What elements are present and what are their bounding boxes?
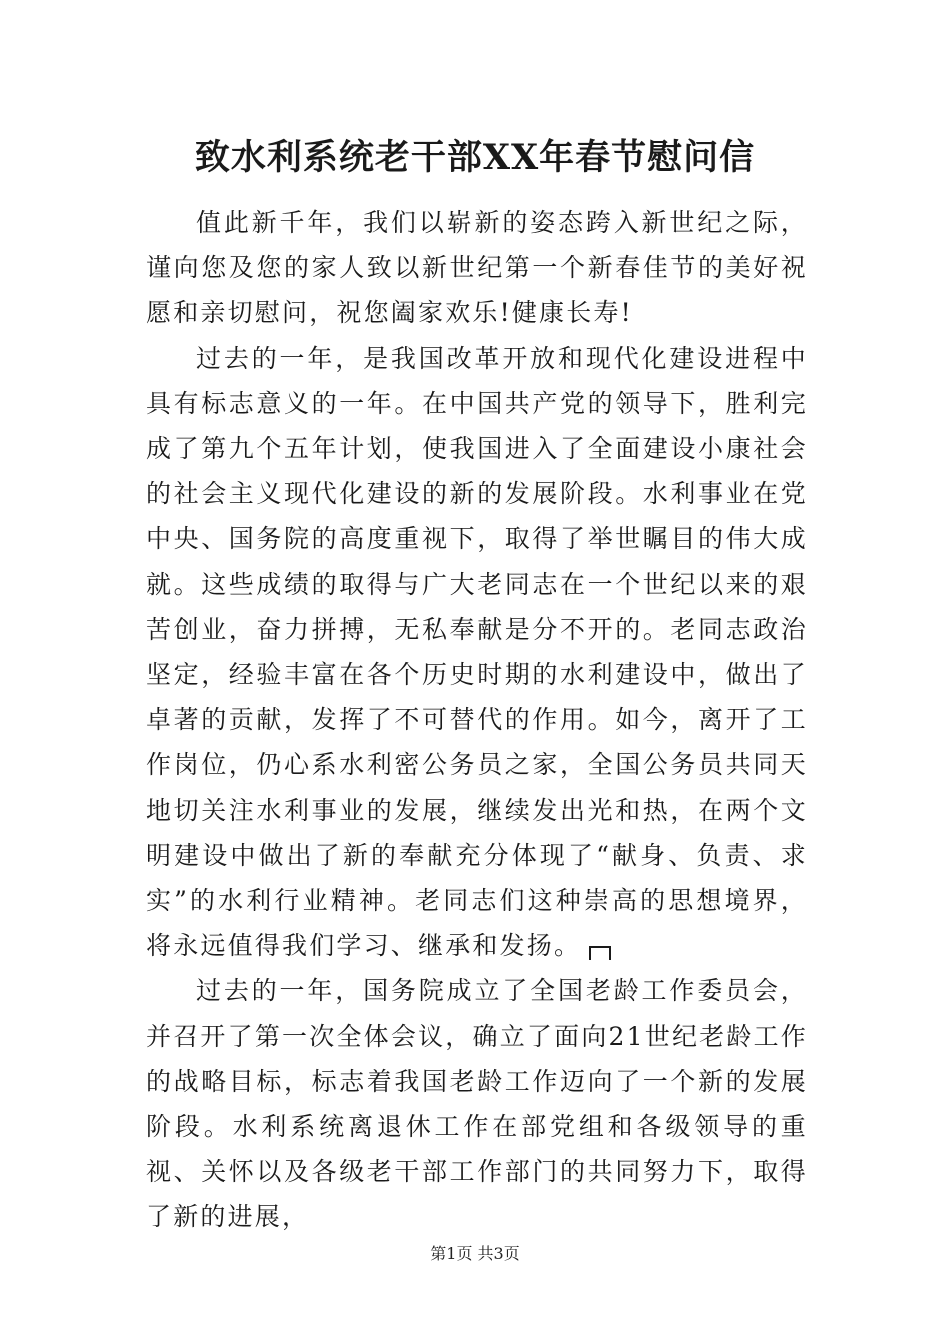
page-footer: 第1页 共3页 [430, 1244, 520, 1263]
document-title: 致水利系统老干部XX年春节慰问信 [194, 137, 756, 178]
paragraph-2-text: 过去的一年，是我国改革开放和现代化建设进程中具有标志意义的一年。在中国共产党的领导下，胜利完成了第九个五年计划，使我国进入了全面建设小康社会的社会主义现代化建设的新的发展阶段。水利事业在党中央、国务院的高度重视下，取得了举世瞩目的伟大成就。这些成绩的取得与广大老同志在一个世纪以来的艰苦创业，奋力拼搏，无私奉献是分不开的。老同志政治坚定，经验丰富在各个历史时期的水利建设中，做出了卓著的贡献，发挥了不可替代的作用。如今，离开了工作岗位，仍心系水利密公务员之家，全国公务员共同天地切关注水利事业的发展，继续发出光和热，在两个文明建设中做出了新的奉献充分体现了“献身、负责、求实”的水利行业精神。老同志们这种崇高的思想境界，将永远值得我们学习、继承和发扬。 [146, 343, 808, 961]
paragraph-2 [146, 336, 808, 969]
document-body [146, 200, 808, 1240]
corner-mark-icon [589, 946, 611, 960]
paragraph-3: 过去的一年，国务院成立了全国老龄工作委员会，并召开了第一次全体会议，确立了面向21世纪老龄工作的战略目标，标志着我国老龄工作迈向了一个新的发展阶段。水利系统离退休工作在部党组和各级领导的重视、关怀以及各级老干部工作部门的共同努力下，取得了新的进展， [146, 976, 808, 1232]
paragraph-1: 值此新千年，我们以崭新的姿态跨入新世纪之际，谨向您及您的家人致以新世纪第一个新春佳节的美好祝愿和亲切慰问，祝您阖家欢乐!健康长寿! [146, 208, 808, 328]
